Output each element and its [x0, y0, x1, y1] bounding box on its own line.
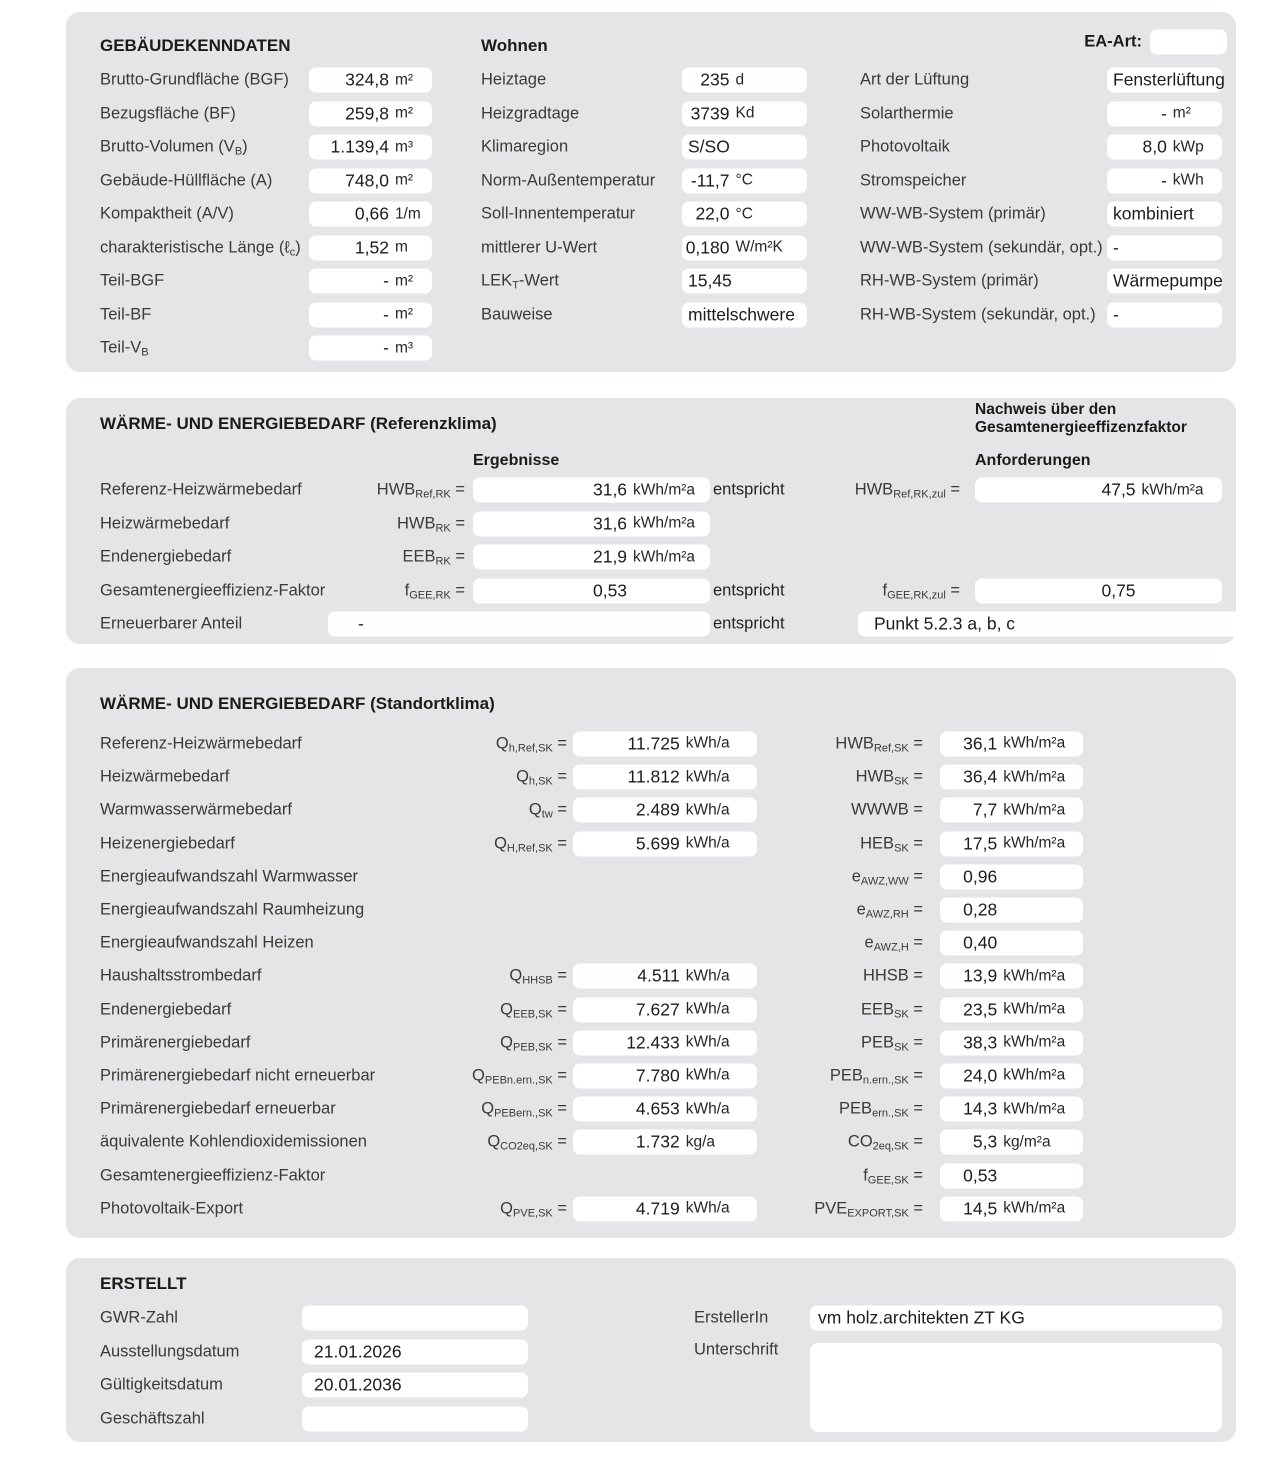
field-value: 47,5	[1101, 479, 1136, 500]
form-row	[66, 1192, 1236, 1225]
field-unit: kWh/a	[685, 1100, 730, 1118]
field-symbol: $Q_{EEB,SK}$ =	[500, 1000, 567, 1021]
field-value: 3739	[690, 103, 730, 124]
field-value-box[interactable]	[473, 511, 710, 536]
field-label: Ausstellungsdatum	[100, 1342, 240, 1360]
field-value: 23,5	[963, 999, 998, 1020]
field-value-box[interactable]	[940, 765, 1083, 790]
field-value: 324,8	[345, 69, 389, 90]
field-value: 5,3	[972, 1131, 998, 1152]
field-value: 20.01.2036	[314, 1374, 402, 1395]
field-symbol: $Q_{PEB,SK}$ =	[500, 1033, 567, 1054]
field-value: 36,4	[963, 766, 998, 787]
field-value-box[interactable]	[940, 1030, 1083, 1055]
field-value: 17,5	[963, 833, 998, 854]
field-symbol: $Q_{h,SK}$ =	[516, 767, 567, 788]
field-unit: kWh/a	[685, 1066, 730, 1084]
field-symbol: $e_{AWZ,WW}$ =	[851, 867, 923, 888]
form-row	[66, 608, 1236, 642]
field-symbol: $f_{GEE,SK}$ =	[863, 1166, 923, 1187]
field-value-box[interactable]	[940, 1097, 1083, 1122]
field-label: äquivalente Kohlendioxidemissionen	[100, 1132, 367, 1151]
field-unit: °C	[735, 205, 753, 223]
field-label: RH-WB-System (primär)	[860, 271, 1039, 290]
field-value-box[interactable]	[328, 612, 710, 637]
entspricht-label: entspricht	[713, 581, 785, 600]
field-value: kombiniert	[1113, 203, 1194, 224]
field-value: -	[1160, 170, 1167, 191]
nachweis-line2: Gesamtenergieeffizenzfaktor	[975, 418, 1187, 436]
field-unit: kWh/m²a	[1003, 734, 1066, 752]
section-title-wohnen: Wohnen	[481, 36, 548, 55]
field-unit: kWh/m²a	[1003, 1033, 1066, 1051]
field-value-box[interactable]	[940, 897, 1083, 922]
field-label: Gesamtenergieeffizienz-Faktor	[100, 581, 326, 600]
field-value-box[interactable]	[975, 478, 1222, 503]
field-value-box[interactable]	[940, 931, 1083, 956]
section-title-standortklima: WÄRME- UND ENERGIEBEDARF (Standortklima)	[100, 694, 495, 713]
field-label: Bauweise	[481, 305, 553, 324]
field-symbol: HHSB =	[862, 966, 923, 985]
field-symbol: $Q_{PVE,SK}$ =	[500, 1199, 567, 1220]
field-label: Solarthermie	[860, 104, 954, 123]
field-value-box[interactable]	[1107, 202, 1222, 227]
field-unit: °C	[735, 171, 753, 189]
field-value: -	[358, 613, 364, 634]
form-row	[66, 927, 1236, 960]
field-unit: m²	[394, 104, 414, 122]
field-value: 7,7	[972, 799, 998, 820]
field-symbol: $Q_{HHSB}$ =	[509, 966, 567, 987]
field-label: Primärenergiebedarf nicht erneuerbar	[100, 1066, 376, 1085]
field-value: 235	[700, 69, 730, 90]
field-label: Warmwasserwärmebedarf	[100, 800, 292, 819]
field-value: 4.653	[635, 1098, 680, 1119]
field-unit: kg/a	[685, 1133, 716, 1151]
form-row	[66, 893, 1236, 926]
field-value: 259,8	[345, 103, 389, 124]
field-value-box[interactable]	[309, 336, 432, 361]
field-label: Energieaufwandszahl Heizen	[100, 933, 314, 952]
ersteller-label: ErstellerIn	[694, 1308, 769, 1327]
field-label: Heizenergiebedarf	[100, 834, 235, 853]
field-unit: kg/m²a	[1003, 1133, 1051, 1151]
field-value-box[interactable]	[940, 997, 1083, 1022]
form-row	[66, 541, 1236, 575]
entspricht-label: entspricht	[713, 480, 785, 499]
field-value-box[interactable]	[473, 545, 710, 570]
field-label: Art der Lüftung	[860, 70, 970, 89]
field-value: 31,6	[592, 479, 628, 500]
field-value-box[interactable]	[1107, 168, 1222, 193]
field-value-box[interactable]	[975, 578, 1222, 603]
field-value: 8,0	[1142, 136, 1167, 157]
form-row	[66, 993, 1236, 1026]
field-symbol: $HWB_{Ref,SK}$ =	[835, 734, 923, 755]
section-title-referenzklima: WÄRME- UND ENERGIEBEDARF (Referenzklima)	[100, 414, 497, 433]
field-label: Heiztage	[481, 70, 547, 89]
field-symbol: $Q_{PEBern.,SK}$ =	[481, 1099, 567, 1120]
field-label: Endenergiebedarf	[100, 547, 232, 566]
field-symbol: WWWB =	[851, 800, 923, 819]
field-value-box[interactable]	[1107, 68, 1225, 93]
panel-energiebedarf-standortklima	[66, 668, 1236, 1238]
form-row	[66, 574, 1236, 608]
field-unit: m²	[394, 71, 414, 89]
field-label: Kompaktheit (A/V)	[100, 204, 234, 223]
field-value-box[interactable]	[473, 478, 710, 503]
field-unit: kWp	[1172, 138, 1204, 156]
field-unit: kWh/a	[685, 768, 730, 786]
field-symbol: $f_{GEE,RK,zul}$ =	[882, 581, 960, 602]
field-symbol: $Q_{PEBn.ern.,SK}$ =	[472, 1066, 567, 1087]
form-row	[66, 332, 1236, 366]
field-unit: m²	[394, 171, 414, 189]
field-value-box[interactable]	[940, 864, 1083, 889]
field-label: Heizgradtage	[481, 104, 580, 123]
anforderungen-header: Anforderungen	[975, 452, 1091, 469]
field-value: 0,40	[963, 932, 998, 953]
field-unit: kWh/m²a	[633, 548, 696, 566]
field-label: Soll-Innentemperatur	[481, 204, 636, 223]
field-value: 0,96	[963, 866, 998, 887]
field-value-box[interactable]	[473, 578, 710, 603]
form-row	[66, 1059, 1236, 1092]
field-symbol: $e_{AWZ,RH}$ =	[856, 900, 923, 921]
form-row	[66, 474, 1236, 508]
field-symbol: $PVE_{EXPORT,SK}$ =	[814, 1199, 923, 1220]
form-row	[66, 960, 1236, 993]
field-value: 1.732	[635, 1131, 680, 1152]
field-unit: kWh	[1172, 171, 1204, 189]
field-value-box[interactable]	[1107, 101, 1222, 126]
nachweis-header	[975, 401, 1187, 436]
field-value: -	[383, 337, 389, 358]
field-value: S/SO	[688, 136, 730, 157]
form-row	[66, 1026, 1236, 1059]
field-value: 38,3	[963, 1032, 998, 1053]
field-value: 4.719	[635, 1198, 680, 1219]
field-unit: kWh/m²a	[633, 514, 696, 532]
field-value-box[interactable]	[940, 798, 1083, 823]
form-row	[66, 64, 1236, 98]
field-label: Photovoltaik	[860, 137, 950, 156]
field-value-box[interactable]	[940, 964, 1083, 989]
section-title-gebaeudekenndaten: GEBÄUDEKENNDATEN	[100, 36, 291, 55]
field-value: -	[1113, 237, 1119, 258]
field-value-box[interactable]	[940, 831, 1083, 856]
field-symbol: $f_{GEE,RK}$ =	[404, 581, 465, 602]
field-value: -	[383, 270, 389, 291]
field-unit: kWh/m²a	[1003, 1066, 1066, 1084]
field-value-box[interactable]	[302, 1373, 528, 1398]
field-value: 21.01.2026	[314, 1341, 402, 1361]
ersteller-row	[66, 1301, 1236, 1335]
field-label: WW-WB-System (primär)	[860, 204, 1046, 223]
field-unit: kWh/m²a	[1003, 1199, 1066, 1217]
field-unit: kWh/a	[685, 1033, 730, 1051]
form-row	[66, 265, 1236, 299]
field-value: -11,7	[690, 170, 730, 191]
field-label: Norm-Außentemperatur	[481, 171, 656, 190]
field-unit: 1/m	[394, 205, 421, 223]
field-value-box[interactable]	[940, 1163, 1083, 1188]
field-unit: kWh/m²a	[633, 481, 696, 499]
unterschrift-label: Unterschrift	[694, 1340, 779, 1359]
unterschrift-field[interactable]	[810, 1343, 1222, 1432]
field-unit: kWh/m²a	[1003, 967, 1066, 985]
field-label: Gültigkeitsdatum	[100, 1375, 223, 1394]
field-value: 0,66	[354, 203, 389, 224]
field-unit: m²	[394, 305, 414, 323]
field-unit: d	[735, 71, 745, 89]
field-value: 0,53	[963, 1165, 998, 1186]
punkt-field[interactable]	[858, 612, 1280, 637]
field-value: 22,0	[695, 203, 730, 224]
form-row	[66, 198, 1236, 232]
field-value: 1.139,4	[330, 136, 389, 157]
field-unit: kWh/a	[685, 967, 730, 985]
form-row	[66, 507, 1236, 541]
field-symbol: $HWB_{SK}$ =	[855, 767, 923, 788]
field-unit: Kd	[735, 104, 755, 122]
field-value: 15,45	[688, 270, 732, 291]
field-unit: m²	[394, 272, 414, 290]
field-value-box[interactable]	[940, 731, 1083, 756]
field-label: Referenz-Heizwärmebedarf	[100, 734, 302, 753]
field-unit: m	[394, 238, 408, 256]
field-label: $LEK_T$-Wert	[481, 271, 559, 292]
field-label: Heizwärmebedarf	[100, 514, 230, 533]
field-value: 21,9	[592, 546, 628, 567]
field-value-box[interactable]	[1107, 135, 1222, 160]
field-unit: kWh/m²a	[1003, 1000, 1066, 1018]
panel-gebaeudekenndaten	[66, 12, 1236, 372]
field-symbol: $e_{AWZ,H}$ =	[864, 933, 923, 954]
field-value: 4.511	[637, 965, 680, 986]
field-value: 11.725	[627, 733, 680, 754]
field-value: Fensterlüftung	[1113, 69, 1225, 90]
field-label: WW-WB-System (sekundär, opt.)	[860, 238, 1103, 257]
ea-art-row	[66, 25, 1236, 59]
ea-art-label: EA-Art:	[1084, 32, 1142, 51]
form-row	[66, 164, 1236, 198]
ersteller-value: vm holz.architekten ZT KG	[818, 1307, 1025, 1328]
panel-energiebedarf-referenzklima	[66, 398, 1236, 644]
field-value: -	[383, 304, 389, 325]
field-label: RH-WB-System (sekundär, opt.)	[860, 305, 1096, 324]
field-unit: W/m²K	[735, 238, 783, 256]
field-unit: kWh/a	[685, 1199, 730, 1217]
field-value-box[interactable]	[940, 1063, 1083, 1088]
field-value-box[interactable]	[940, 1196, 1083, 1221]
field-label: Teil-BGF	[100, 271, 165, 290]
field-value: 14,5	[963, 1198, 998, 1219]
field-value-box[interactable]	[302, 1406, 528, 1431]
field-symbol: $HWB_{RK}$ =	[396, 514, 465, 535]
form-row	[66, 794, 1236, 827]
field-unit: kWh/a	[685, 1000, 730, 1018]
field-label: Energieaufwandszahl Raumheizung	[100, 900, 365, 919]
field-label: Klimaregion	[481, 137, 569, 156]
field-label: mittlerer U-Wert	[481, 238, 598, 257]
field-value: 11.812	[627, 766, 680, 787]
entspricht-label: entspricht	[713, 614, 785, 633]
field-symbol: $PEB_{n.ern.,SK}$ =	[829, 1066, 923, 1087]
ergebnisse-header: Ergebnisse	[473, 452, 560, 469]
field-label: Heizwärmebedarf	[100, 767, 230, 786]
field-value: 1,52	[354, 237, 389, 258]
field-label: charakteristische Länge (ℓ$_c$)	[100, 238, 301, 259]
field-label: Photovoltaik-Export	[100, 1199, 244, 1218]
field-value: 14,3	[963, 1098, 998, 1119]
field-symbol: $Q_{H,Ref,SK}$ =	[494, 834, 567, 855]
field-label: Erneuerbarer Anteil	[100, 614, 243, 633]
form-row	[66, 97, 1236, 131]
field-value: 12.433	[626, 1032, 680, 1053]
field-value: 24,0	[963, 1065, 998, 1086]
field-value: Punkt 5.2.3 a, b, c	[874, 613, 1016, 634]
field-label: Haushaltsstrombedarf	[100, 966, 262, 985]
field-unit: kWh/m²a	[1003, 834, 1066, 852]
field-value: Wärmepumpe	[1113, 270, 1223, 291]
field-symbol: $Q_{tw}$ =	[528, 800, 567, 821]
field-value-box[interactable]	[940, 1130, 1083, 1155]
field-symbol: $Q_{CO2eq,SK}$ =	[487, 1132, 567, 1153]
field-label: Gesamtenergieeffizienz-Faktor	[100, 1166, 326, 1185]
field-value: 5.699	[635, 833, 680, 854]
field-value: 13,9	[963, 965, 998, 986]
field-label: Primärenergiebedarf erneuerbar	[100, 1099, 336, 1118]
form-row	[66, 1126, 1236, 1159]
form-row	[66, 298, 1236, 332]
field-symbol: $Q_{h,Ref,SK}$ =	[495, 734, 567, 755]
field-symbol: $PEB_{SK}$ =	[861, 1033, 923, 1054]
field-value-box[interactable]	[1107, 302, 1222, 327]
field-label: Bezugsfläche (BF)	[100, 104, 236, 123]
field-symbol: $CO_{2eq,SK}$ =	[847, 1132, 923, 1153]
field-unit: m³	[394, 138, 414, 156]
form-row	[66, 761, 1236, 794]
field-label: Stromspeicher	[860, 171, 967, 190]
form-row	[66, 827, 1236, 860]
form-row	[66, 1159, 1236, 1192]
field-symbol: $EEB_{SK}$ =	[861, 1000, 923, 1021]
field-value: 748,0	[345, 170, 389, 191]
field-unit: kWh/m²a	[1141, 481, 1204, 499]
field-label: Brutto-Volumen $(V_B)$	[100, 137, 248, 158]
field-value: -	[1160, 103, 1167, 124]
field-label: Brutto-Grundfläche (BGF)	[100, 70, 289, 89]
field-unit: kWh/m²a	[1003, 801, 1066, 819]
form-row	[66, 231, 1236, 265]
field-unit: m²	[1172, 104, 1191, 122]
field-symbol: $PEB_{ern.,SK}$ =	[839, 1099, 923, 1120]
panel-erstellt	[66, 1258, 1236, 1442]
field-unit: kWh/a	[685, 734, 730, 752]
field-value: 0,75	[1101, 580, 1136, 601]
form-row	[66, 727, 1236, 760]
field-label: Gebäude-Hüllfläche (A)	[100, 171, 273, 190]
field-label: Teil-$V_B$	[100, 338, 149, 359]
field-value: -	[1113, 304, 1119, 325]
ersteller-field[interactable]	[810, 1306, 1222, 1331]
field-unit: kWh/m²a	[1003, 1100, 1066, 1118]
field-value: 0,53	[592, 580, 628, 601]
nachweis-line1: Nachweis über den	[975, 401, 1117, 418]
field-label: Teil-BF	[100, 305, 152, 324]
field-label: Primärenergiebedarf	[100, 1033, 251, 1052]
field-value: mittelschwere	[688, 304, 795, 325]
field-value: 2.489	[635, 799, 680, 820]
field-unit: m³	[394, 339, 414, 357]
field-value-box[interactable]	[1107, 269, 1222, 294]
field-label: GWR-Zahl	[100, 1308, 178, 1327]
field-label: Referenz-Heizwärmebedarf	[100, 480, 302, 499]
field-value: 7.627	[635, 999, 680, 1020]
form-row	[66, 860, 1236, 893]
field-value-box[interactable]	[1107, 235, 1222, 260]
field-unit: kWh/a	[685, 801, 730, 819]
field-value: 31,6	[592, 513, 628, 534]
field-unit: kWh/m²a	[1003, 768, 1066, 786]
field-symbol: $HWB_{Ref,RK}$ =	[376, 480, 465, 501]
form-row	[66, 131, 1236, 165]
ea-art-field[interactable]	[1150, 29, 1227, 54]
field-symbol: $EEB_{RK}$ =	[402, 547, 465, 568]
field-label: Energieaufwandszahl Warmwasser	[100, 867, 358, 886]
field-value: 0,28	[963, 899, 998, 920]
field-value: 7.780	[635, 1065, 680, 1086]
field-symbol: $HWB_{Ref,RK,zul}$ =	[854, 480, 960, 501]
field-value: 36,1	[963, 733, 998, 754]
field-symbol: $HEB_{SK}$ =	[860, 834, 923, 855]
field-unit: kWh/a	[685, 834, 730, 852]
form-row	[66, 1093, 1236, 1126]
field-label: Endenergiebedarf	[100, 1000, 232, 1019]
field-value: 0,180	[685, 237, 730, 258]
field-label: Geschäftszahl	[100, 1409, 205, 1427]
section-title-erstellt: ERSTELLT	[100, 1274, 187, 1293]
